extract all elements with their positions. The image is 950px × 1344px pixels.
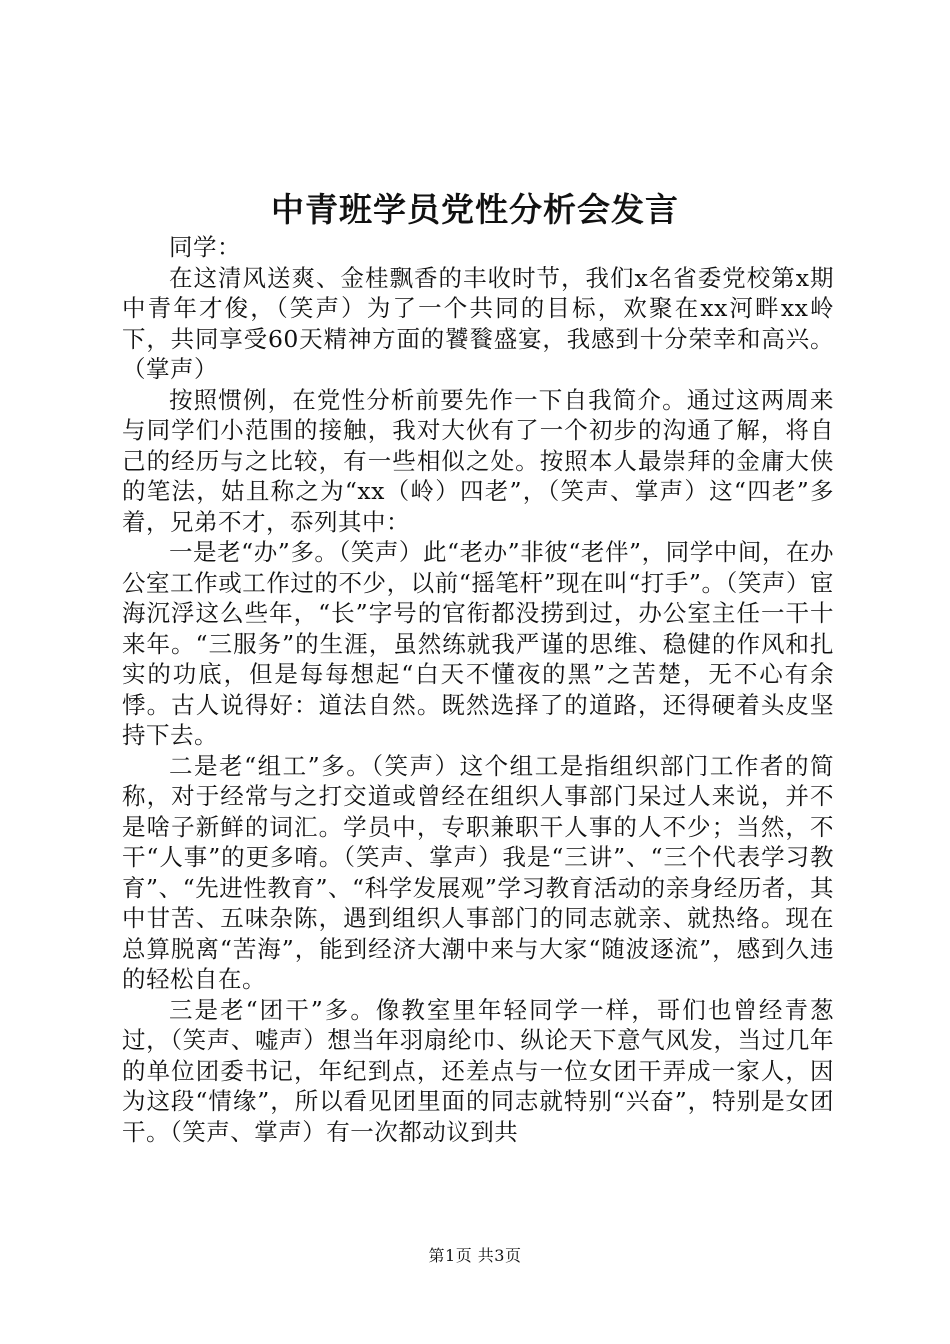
body-paragraph: 二是老“组工”多。（笑声）这个组工是指组织部门工作者的简称，对于经常与之打交道或曾经在组织人事部门呆过人来说，并不是啥子新鲜的词汇。学员中，专职兼职干人事的人不少；当然，不干“人事”的更多唷。（笑声、掌声）我是“三讲”、“三个代表学习教育”、“先进性教育”、“科学发展观”学习教育活动的亲身经历者，其中甘苦、五味杂陈，遇到组织人事部门的同志就亲、就热络。现在总算脱离“苦海”，能到经济大潮中来与大家“随波逐流”，感到久违的轻松自在。 bbox=[122, 751, 834, 993]
body-paragraph: 一是老“办”多。（笑声）此“老办”非彼“老伴”，同学中间，在办公室工作或工作过的不少，以前“摇笔杆”现在叫“打手”。（笑声）宦海沉浮这么些年，“长”字号的官衔都没捞到过，办公室主任一干十来年。“三服务”的生涯，虽然练就我严谨的思维、稳健的作风和扎实的功底，但是每每想起“白天不懂夜的黑”之苦楚，无不心有余悸。古人说得好：道法自然。既然选择了的道路，还得硬着头皮坚持下去。 bbox=[122, 538, 834, 749]
document-body bbox=[122, 232, 834, 1147]
body-paragraph: 按照惯例，在党性分析前要先作一下自我简介。通过这两周来与同学们小范围的接触，我对大伙有了一个初步的沟通了解，将自己的经历与之比较，有一些相似之处。按照本人最崇拜的金庸大侠的笔法，姑且称之为“xx（岭）四老”，（笑声、掌声）这“四老”多着，兄弟不才，忝列其中： bbox=[122, 385, 834, 536]
body-paragraph: 三是老“团干”多。像教室里年轻同学一样，哥们也曾经青葱过，（笑声、嘘声）想当年羽扇纶巾、纵论天下意气风发，当过几年的单位团委书记，年纪到点，还差点与一位女团干弄成一家人，因为这段“情缘”，所以看见团里面的同志就特别“兴奋”，特别是女团干。（笑声、掌声）有一次都动议到共 bbox=[122, 995, 834, 1146]
page-number-footer: 第1页 共3页 bbox=[428, 1246, 522, 1265]
document-title: 中青班学员党性分析会发言 bbox=[271, 190, 679, 229]
salutation-paragraph: 同学： bbox=[169, 233, 241, 261]
body-paragraph: 在这清风送爽、金桂飘香的丰收时节，我们x名省委党校第x期中青年才俊，（笑声）为了一个共同的目标，欢聚在xx河畔xx岭下，共同享受60天精神方面的饕餮盛宴，我感到十分荣幸和高兴。（掌声） bbox=[122, 263, 834, 383]
